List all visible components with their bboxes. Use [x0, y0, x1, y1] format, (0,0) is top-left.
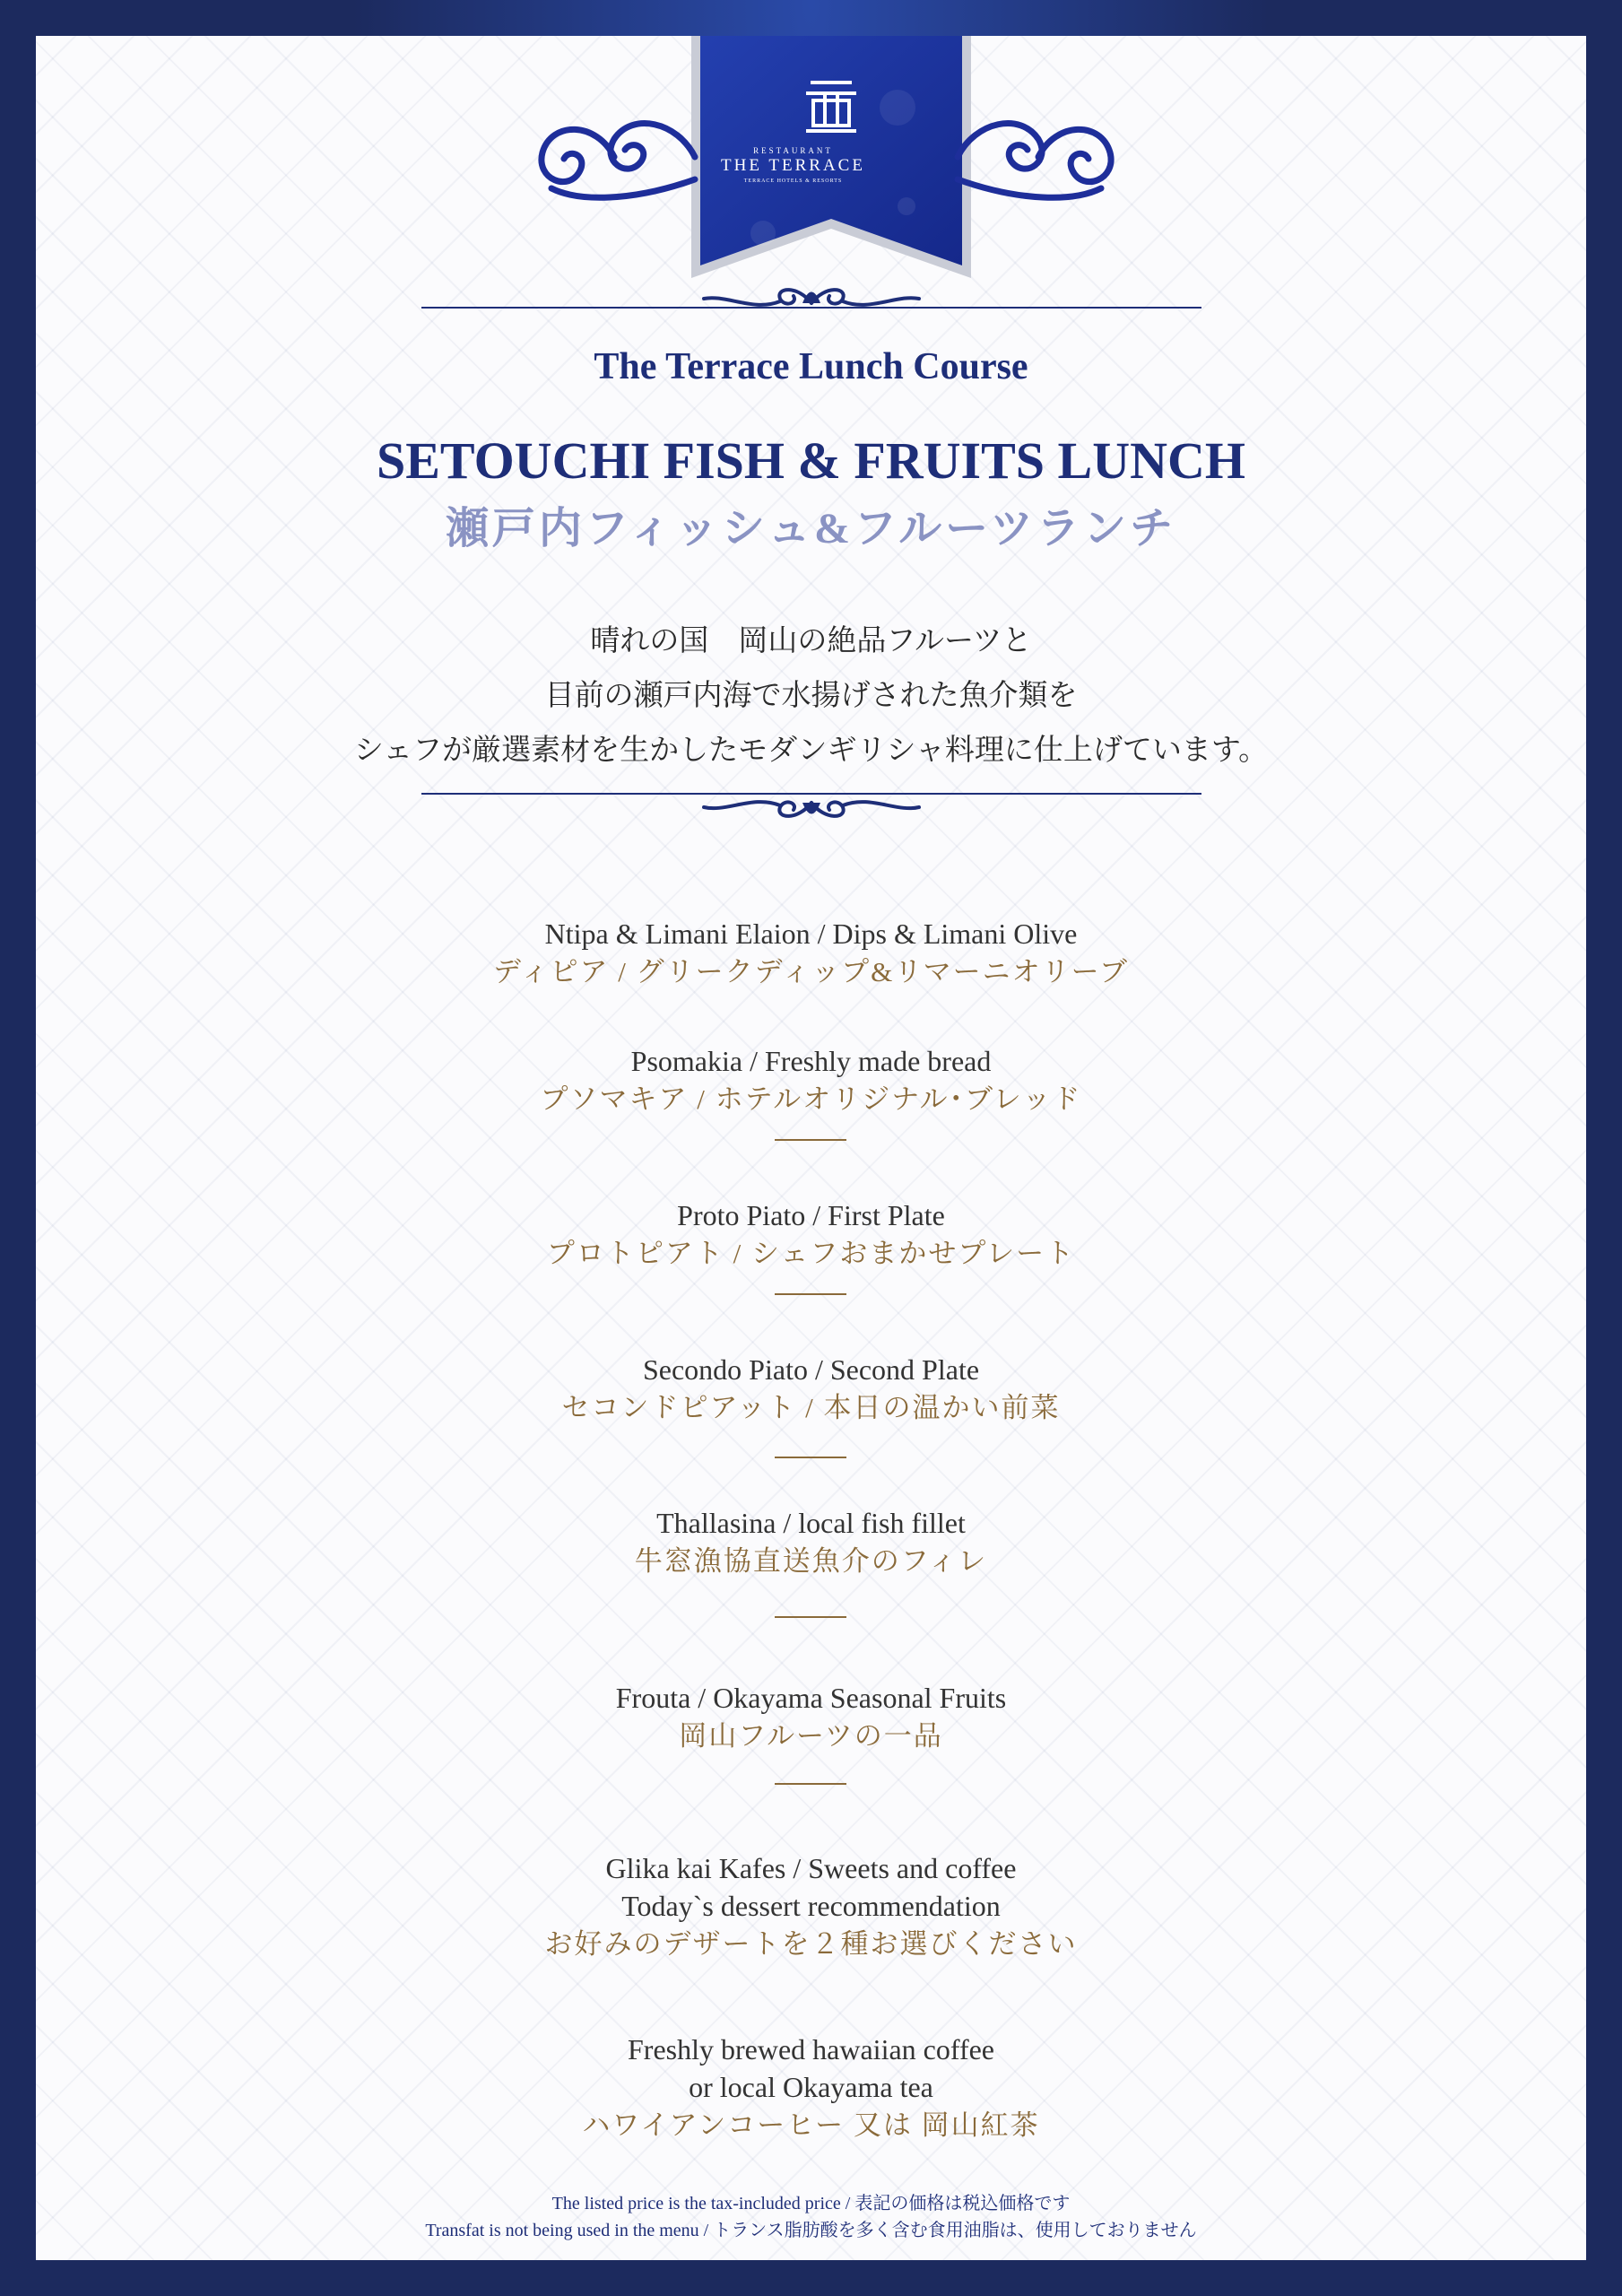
- menu-item-second-plate: [36, 1351, 1586, 1428]
- swirl-ornament-right-icon: [949, 103, 1128, 211]
- item-name-jp: ディピア / グリークディップ&リマーニオリーブ: [492, 956, 1130, 987]
- menu-item-coffee: [36, 2031, 1586, 2145]
- menu-item-fruits: [36, 1679, 1586, 1756]
- separator-line: [775, 1457, 846, 1458]
- menu-item-dips: [36, 915, 1586, 992]
- swirl-ornament-left-icon: [525, 103, 704, 211]
- footer-notes: [36, 2190, 1586, 2244]
- item-name-en: Proto Piato / First Plate: [677, 1199, 945, 1231]
- item-name-en: Ntipa & Limani Elaion / Dips & Limani Olive: [544, 918, 1078, 950]
- item-name-jp: プソマキア / ホテルオリジナル･ブレッド: [540, 1083, 1082, 1115]
- intro-line: シェフが厳選素材を生かしたモダンギリシャ料理に仕上げています。: [353, 735, 1269, 767]
- logo-restaurant-label: RESTAURANT: [753, 146, 833, 155]
- item-name-jp: セコンドピアット / 本日の温かい前菜: [561, 1392, 1061, 1423]
- separator-line: [775, 1139, 846, 1141]
- main-title: SETOUCHI FISH & FRUITS LUNCH: [376, 431, 1245, 490]
- intro-line: 晴れの国 岡山の絶品フルーツと: [590, 625, 1032, 657]
- item-name-en: Psomakia / Freshly made bread: [630, 1045, 992, 1077]
- course-title: The Terrace Lunch Course: [594, 346, 1028, 387]
- item-name-en: Frouta / Okayama Seasonal Fruits: [615, 1682, 1007, 1714]
- menu-page: [36, 36, 1586, 2260]
- jp-title: 瀬戸内フィッシュ&フルーツランチ: [445, 505, 1177, 552]
- logo-tagline: TERRACE HOTELS & RESORTS: [743, 178, 843, 184]
- item-name-en: Thallasina / local fish fillet: [656, 1507, 966, 1539]
- middle-divider-ornament: [421, 789, 1201, 834]
- menu-item-bread: [36, 1042, 1586, 1119]
- intro-text: [36, 614, 1586, 778]
- separator-line: [775, 1293, 846, 1295]
- footer-transfat-note: Transfat is not being used in the menu / トランス脂肪酸を多く含む食用油脂は、使用しておりません: [425, 2221, 1197, 2240]
- item-description-en: Today`s dessert recommendation: [621, 1890, 1001, 1922]
- separator-line: [775, 1616, 846, 1618]
- footer-tax-note: The listed price is the tax-included price / 表記の価格は税込価格です: [551, 2194, 1071, 2213]
- item-name-jp: プロトピアト / シェフおまかせプレート: [546, 1238, 1076, 1269]
- item-name-jp: お好みのデザートを２種お選びください: [544, 1928, 1078, 1960]
- top-divider-ornament: [421, 276, 1201, 321]
- item-name-jp: ハワイアンコーヒー 又は 岡山紅茶: [582, 2109, 1040, 2141]
- item-name-en: Glika kai Kafes / Sweets and coffee: [605, 1852, 1017, 1884]
- menu-item-fish: [36, 1504, 1586, 1581]
- item-name-jp: 牛窓漁協直送魚介のフィレ: [634, 1545, 988, 1577]
- item-name-jp: 岡山フルーツの一品: [679, 1720, 943, 1752]
- item-description-en: or local Okayama tea: [689, 2071, 933, 2103]
- logo-name: THE TERRACE: [721, 156, 865, 175]
- item-name-en: Secondo Piato / Second Plate: [642, 1353, 980, 1386]
- item-name-en: Freshly brewed hawaiian coffee: [627, 2033, 994, 2066]
- separator-line: [775, 1783, 846, 1785]
- intro-line: 目前の瀬戸内海で水揚げされた魚介類を: [544, 680, 1078, 712]
- menu-item-sweets: [36, 1849, 1586, 1964]
- menu-item-first-plate: [36, 1196, 1586, 1274]
